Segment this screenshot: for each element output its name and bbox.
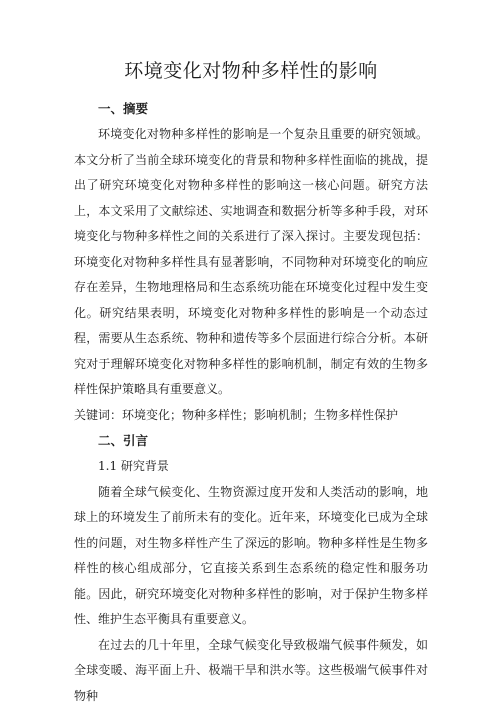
background-subheading: 1.1 研究背景 [98, 454, 428, 480]
abstract-body: 环境变化对物种多样性的影响是一个复杂且重要的研究领域。本文分析了当前全球环境变化的背景和物种多样性面临的挑战，提出了研究环境变化对物种多样性的影响这一核心问题。研究方法上，本文采用了文献综述、实地调查和数据分析等多种手段，对环境变化与物种多样性之间的关系进行了深入探讨。主要发现包括：环境变化对物种多样性具有显著影响，不同物种对环境变化的响应存在差异，生物地理格局和生态系统功能在环境变化过程中发生变化。研究结果表明，环境变化对物种多样性的影响是一个动态过程，需要从生态系统、物种和遗传等多个层面进行综合分析。本研究对于理解环境变化对物种多样性的影响机制，制定有效的生物多样性保护策略具有重要意义。 [74, 122, 428, 403]
abstract-heading: 一、摘要 [98, 98, 428, 120]
introduction-heading: 二、引言 [98, 430, 428, 452]
intro-paragraph-1: 随着全球气候变化、生物资源过度开发和人类活动的影响，地球上的环境发生了前所未有的变化。近年来，环境变化已成为全球性的问题，对生物多样性产生了深远的影响。物种多样性是生物多样性的核心组成部分，它直接关系到生态系统的稳定性和服务功能。因此，研究环境变化对物种多样性的影响，对于保护生物多样性、维护生态平衡具有重要意义。 [74, 480, 428, 633]
intro-paragraph-2: 在过去的几十年里，全球气候变化导致极端气候事件频发，如全球变暖、海平面上升、极端干旱和洪水等。这些极端气候事件对物种 [74, 633, 428, 709]
document-title: 环境变化对物种多样性的影响 [74, 58, 428, 84]
keywords-line: 关键词：环境变化；物种多样性；影响机制；生物多样性保护 [74, 403, 428, 429]
